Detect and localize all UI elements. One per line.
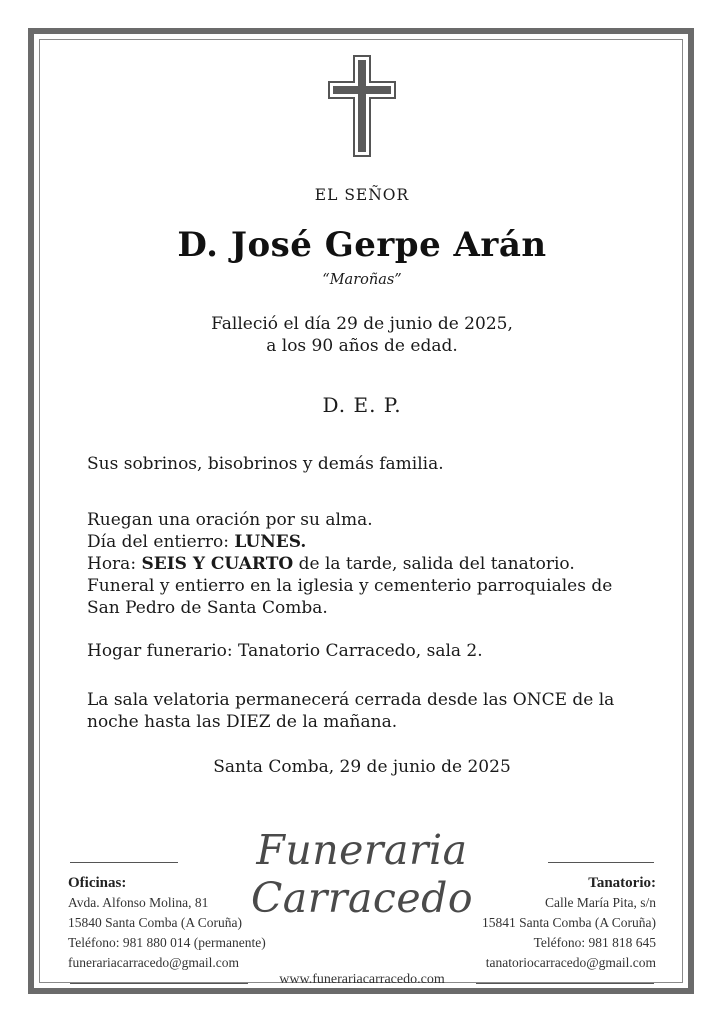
offices-address: Avda. Alfonso Molina, 81 — [68, 895, 209, 910]
offices-phone: Teléfono: 981 880 014 (permanente) — [68, 935, 266, 950]
nickname: “Maroñas” — [322, 272, 402, 288]
offices-city: 15840 Santa Comba (A Coruña) — [68, 915, 242, 930]
website-link[interactable]: www.funerariacarracedo.com — [279, 972, 445, 987]
offices-block — [68, 873, 266, 973]
intro-label: EL SEÑOR — [314, 186, 410, 204]
death-info — [0, 313, 724, 357]
tanatorio-address: Calle María Pita, s/n — [545, 895, 656, 910]
time-line: Hora: SEIS Y CUARTO de la tarde, salida del tanatorio. — [87, 554, 575, 574]
funeral-line-1: Funeral y entierro en la iglesia y cementerio parroquiales de — [87, 576, 613, 596]
tanatorio-city: 15841 Santa Comba (A Coruña) — [482, 915, 656, 930]
death-date: Falleció el día 29 de junio de 2025, — [211, 314, 513, 334]
place-date: Santa Comba, 29 de junio de 2025 — [213, 757, 511, 777]
tanatorio-phone: Teléfono: 981 818 645 — [533, 935, 656, 950]
family-text: Sus sobrinos, bisobrinos y demás familia. — [87, 454, 444, 474]
offices-title: Oficinas: — [68, 875, 127, 891]
funeral-line-2: San Pedro de Santa Comba. — [87, 598, 328, 618]
dep-text: D. E. P. — [322, 393, 402, 417]
funeral-home-text: Hogar funerario: Tanatorio Carracedo, sala 2. — [87, 641, 483, 661]
burial-day-line: Día del entierro: LUNES. — [87, 532, 307, 552]
cross-icon — [327, 54, 397, 158]
deceased-name: D. José Gerpe Arán — [177, 225, 547, 265]
tanatorio-block — [482, 873, 656, 973]
tanatorio-email: tanatoriocarracedo@gmail.com — [485, 955, 656, 970]
offices-email: funerariacarracedo@gmail.com — [68, 955, 239, 970]
divider — [70, 862, 178, 863]
prayer-line: Ruegan una oración por su alma. — [87, 510, 373, 530]
brand-logo: Funeraria Carracedo — [250, 826, 474, 922]
divider — [548, 862, 654, 863]
burial-day: LUNES. — [234, 532, 307, 552]
tanatorio-title: Tanatorio: — [588, 875, 656, 891]
divider — [476, 983, 654, 984]
death-age: a los 90 años de edad. — [266, 336, 458, 356]
ceremony-details — [87, 509, 667, 619]
divider — [70, 983, 248, 984]
closing-hours-text: La sala velatoria permanecerá cerrada desde las ONCE de la noche hasta las DIEZ de la mañana. — [87, 690, 615, 732]
burial-time: SEIS Y CUARTO — [141, 554, 294, 574]
